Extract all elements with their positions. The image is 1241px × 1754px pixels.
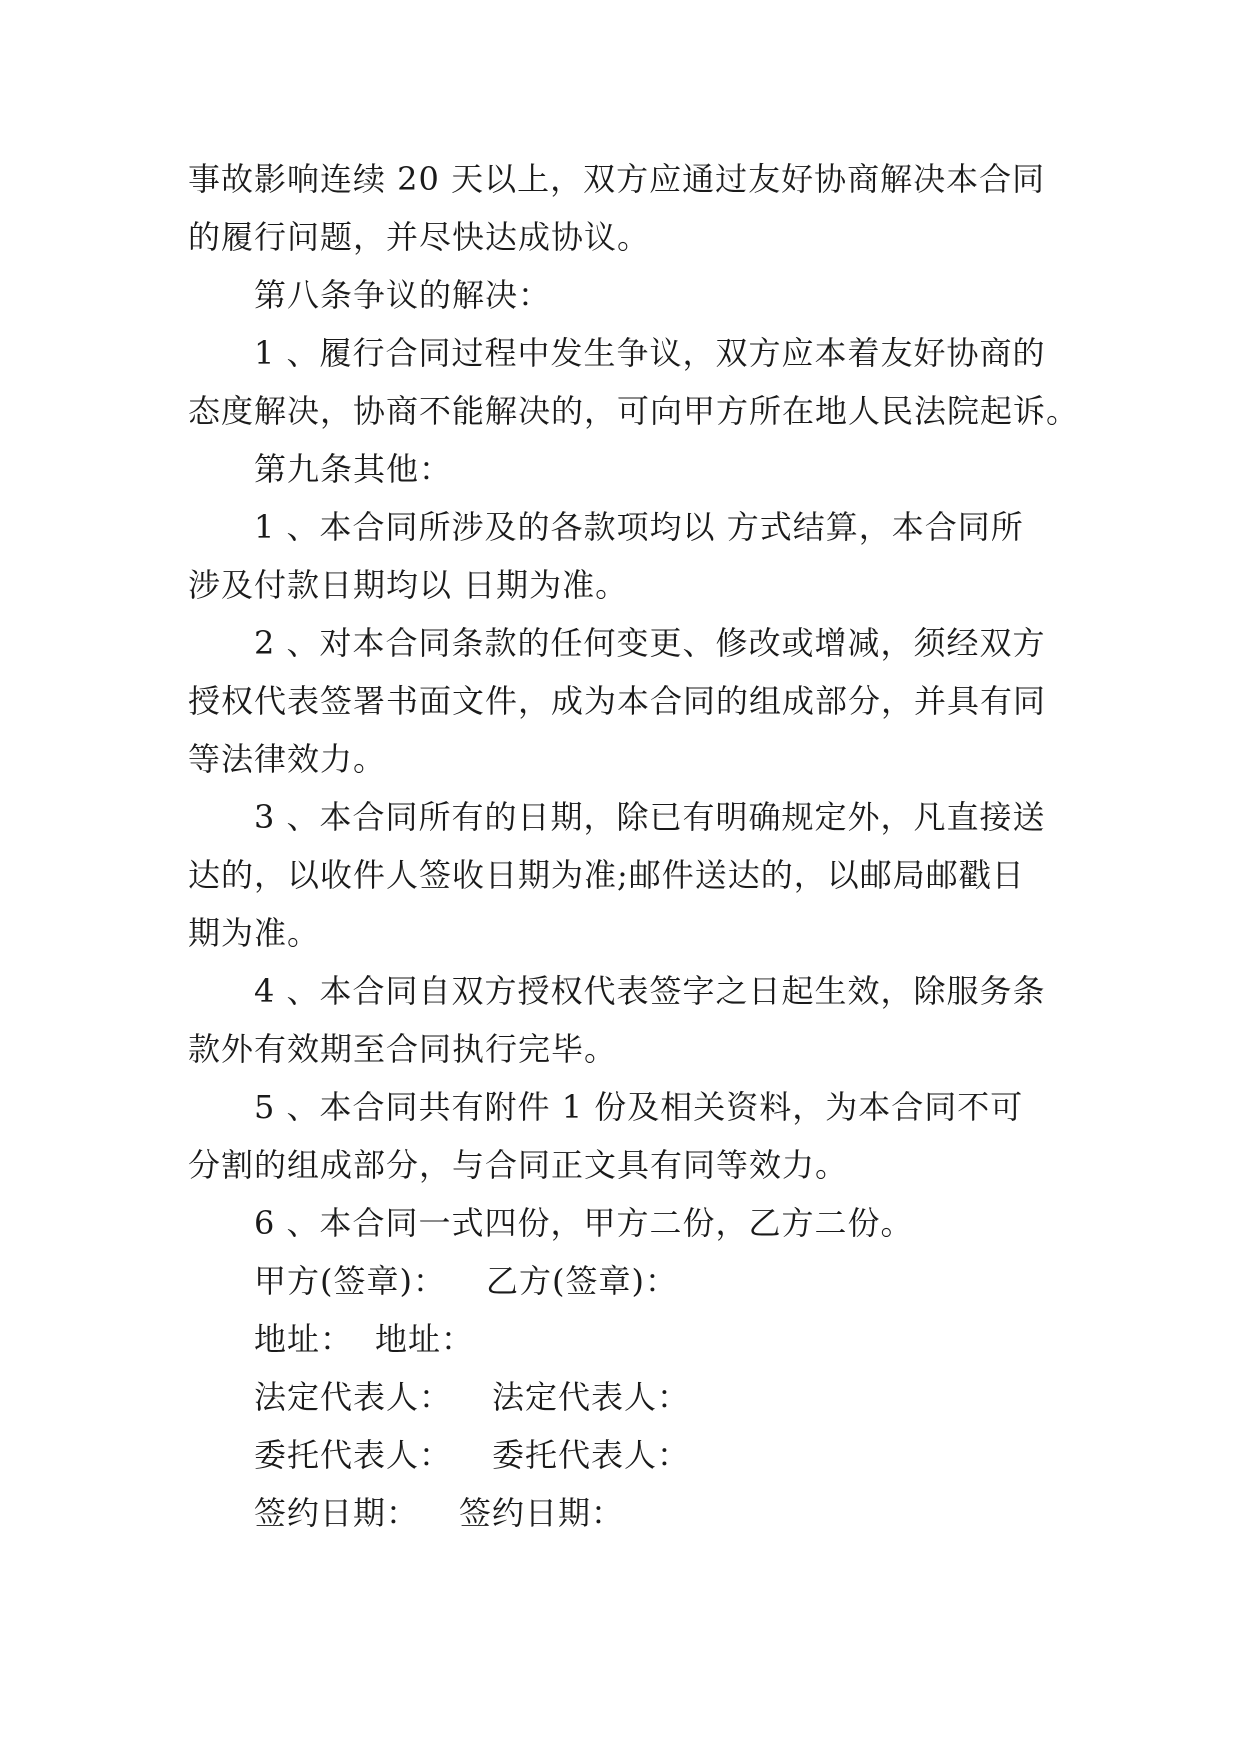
party-b-address-label: 地址： [375,1320,475,1358]
text-line: 1 、本合同所涉及的各款项均以 方式结算，本合同所 [254,508,1024,546]
address-row [188,1310,1058,1368]
party-a-seal-label: 甲方(签章)： [254,1262,446,1300]
seal-row [188,1252,1058,1310]
text-line: 款外有效期至合同执行完毕。 [188,1030,618,1068]
date-row [188,1484,1058,1542]
text-line: 达的，以收件人签收日期为准;邮件送达的，以邮局邮戳日 [188,856,1025,894]
party-b-date-label: 签约日期： [459,1494,625,1532]
party-a-address-label: 地址： [254,1320,354,1358]
party-a-date-label: 签约日期： [254,1494,420,1532]
party-a-legal-rep-label: 法定代表人： [254,1378,453,1416]
party-a-agent-label: 委托代表人： [254,1436,453,1474]
party-b-agent-label: 委托代表人： [492,1436,691,1474]
text-line: 期为准。 [188,914,321,952]
party-b-legal-rep-label: 法定代表人： [492,1378,691,1416]
text-line: 授权代表签署书面文件，成为本合同的组成部分，并具有同 [188,682,1047,720]
text-line: 6 、本合同一式四份，甲方二份，乙方二份。 [254,1204,914,1242]
text-line: 第八条争议的解决： [254,276,552,314]
party-b-seal-label: 乙方(签章)： [485,1262,678,1300]
text-line: 5 、本合同共有附件 1 份及相关资料，为本合同不可 [254,1088,1024,1126]
text-line: 1 、履行合同过程中发生争议，双方应本着友好协商的 [254,334,1046,372]
text-line: 2 、对本合同条款的任何变更、修改或增减，须经双方 [254,624,1046,662]
text-line: 第九条其他： [254,450,453,488]
text-line: 涉及付款日期均以 日期为准。 [188,566,629,604]
text-line: 事故影响连续 20 天以上，双方应通过友好协商解决本合同 [188,160,1046,198]
text-line: 等法律效力。 [188,740,387,778]
text-line: 分割的组成部分，与合同正文具有同等效力。 [188,1146,849,1184]
contract-body [188,150,1080,1252]
agent-row [188,1426,1058,1484]
text-line: 态度解决，协商不能解决的，可向甲方所在地人民法院起诉。 [188,392,1080,430]
text-line: 的履行问题，并尽快达成协议。 [188,218,651,256]
text-line: 3 、本合同所有的日期，除已有明确规定外，凡直接送 [254,798,1046,836]
signature-block [188,1252,1058,1542]
document-page [188,150,1080,1542]
text-line: 4 、本合同自双方授权代表签字之日起生效，除服务条 [254,972,1046,1010]
legal-rep-row [188,1368,1058,1426]
